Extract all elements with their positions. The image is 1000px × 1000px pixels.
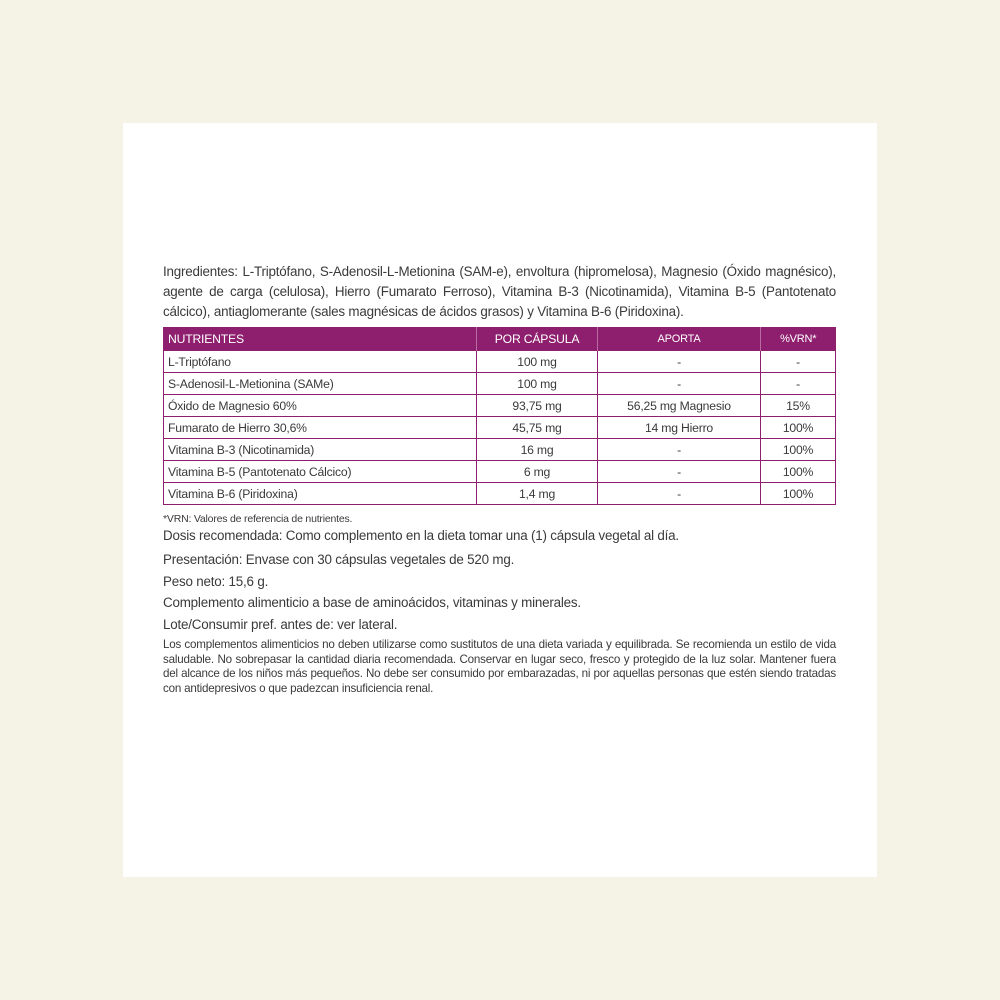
- cell-nutrient: Vitamina B-3 (Nicotinamida): [164, 439, 477, 461]
- cell-provides: -: [598, 461, 761, 483]
- cell-nutrient: Vitamina B-6 (Piridoxina): [164, 483, 477, 505]
- cell-per-capsule: 45,75 mg: [477, 417, 598, 439]
- cell-nutrient: Vitamina B-5 (Pantotenato Cálcico): [164, 461, 477, 483]
- table-row: [164, 417, 836, 439]
- label-card: [123, 123, 877, 877]
- table-row: [164, 351, 836, 373]
- cell-vrn: 100%: [761, 439, 836, 461]
- presentation-text: Presentación: Envase con 30 cápsulas vegetales de 520 mg.: [163, 552, 515, 567]
- warning-text: Los complementos alimenticios no deben utilizarse como sustitutos de una dieta variada y equilibrada. Se recomienda un estilo de vida saludable. No sobrepasar la cantidad diaria recomendada. Conservar en lugar seco, fresco y protegido de la luz solar. Mantener fuera del alcance de los niños más pequeños. No debe ser consumido por embarazadas, ni por aquellas personas que estén siendo tratadas con antidepresivos o que padezcan insuficiencia renal.: [163, 638, 836, 695]
- cell-per-capsule: 16 mg: [477, 439, 598, 461]
- header-vrn: %VRN*: [761, 327, 836, 351]
- table-row: [164, 439, 836, 461]
- header-por-capsula: POR CÁPSULA: [477, 327, 598, 351]
- cell-vrn: -: [761, 351, 836, 373]
- cell-per-capsule: 6 mg: [477, 461, 598, 483]
- header-nutrientes: NUTRIENTES: [164, 327, 477, 351]
- cell-provides: -: [598, 483, 761, 505]
- table-row: [164, 461, 836, 483]
- cell-vrn: 100%: [761, 483, 836, 505]
- cell-vrn: 100%: [761, 417, 836, 439]
- vrn-footnote: *VRN: Valores de referencia de nutrientes.: [163, 513, 353, 525]
- cell-nutrient: L-Triptófano: [164, 351, 477, 373]
- batch-text: Lote/Consumir pref. antes de: ver lateral.: [163, 617, 398, 632]
- table-row: [164, 373, 836, 395]
- cell-per-capsule: 1,4 mg: [477, 483, 598, 505]
- cell-nutrient: Fumarato de Hierro 30,6%: [164, 417, 477, 439]
- cell-provides: -: [598, 351, 761, 373]
- table-header-row: [164, 327, 836, 351]
- cell-provides: -: [598, 439, 761, 461]
- label-content: [163, 262, 836, 696]
- cell-per-capsule: 100 mg: [477, 351, 598, 373]
- nutrition-table: [163, 327, 836, 505]
- ingredients-text: Ingredientes: L-Triptófano, S-Adenosil-L-Metionina (SAM-e), envoltura (hipromelosa), Magnesio (Óxido magnésico), agente de carga (celulosa), Hierro (Fumarato Ferroso), Vitamina B-3 (Nicotinamida), Vitamina B-5 (Pantotenato cálcico), antiaglomerante (sales magnésicas de ácidos grasos) y Vitamina B-6 (Piridoxina).: [163, 264, 836, 319]
- header-aporta: APORTA: [598, 327, 761, 351]
- cell-vrn: -: [761, 373, 836, 395]
- supplement-description: Complemento alimenticio a base de aminoácidos, vitaminas y minerales.: [163, 595, 581, 610]
- cell-per-capsule: 100 mg: [477, 373, 598, 395]
- table-row: [164, 483, 836, 505]
- net-weight-text: Peso neto: 15,6 g.: [163, 574, 269, 589]
- cell-provides: 14 mg Hierro: [598, 417, 761, 439]
- cell-vrn: 15%: [761, 395, 836, 417]
- cell-nutrient: Óxido de Magnesio 60%: [164, 395, 477, 417]
- cell-per-capsule: 93,75 mg: [477, 395, 598, 417]
- cell-provides: -: [598, 373, 761, 395]
- cell-provides: 56,25 mg Magnesio: [598, 395, 761, 417]
- dosage-text: Dosis recomendada: Como complemento en la dieta tomar una (1) cápsula vegetal al día.: [163, 528, 679, 543]
- table-row: [164, 395, 836, 417]
- cell-nutrient: S-Adenosil-L-Metionina (SAMe): [164, 373, 477, 395]
- cell-vrn: 100%: [761, 461, 836, 483]
